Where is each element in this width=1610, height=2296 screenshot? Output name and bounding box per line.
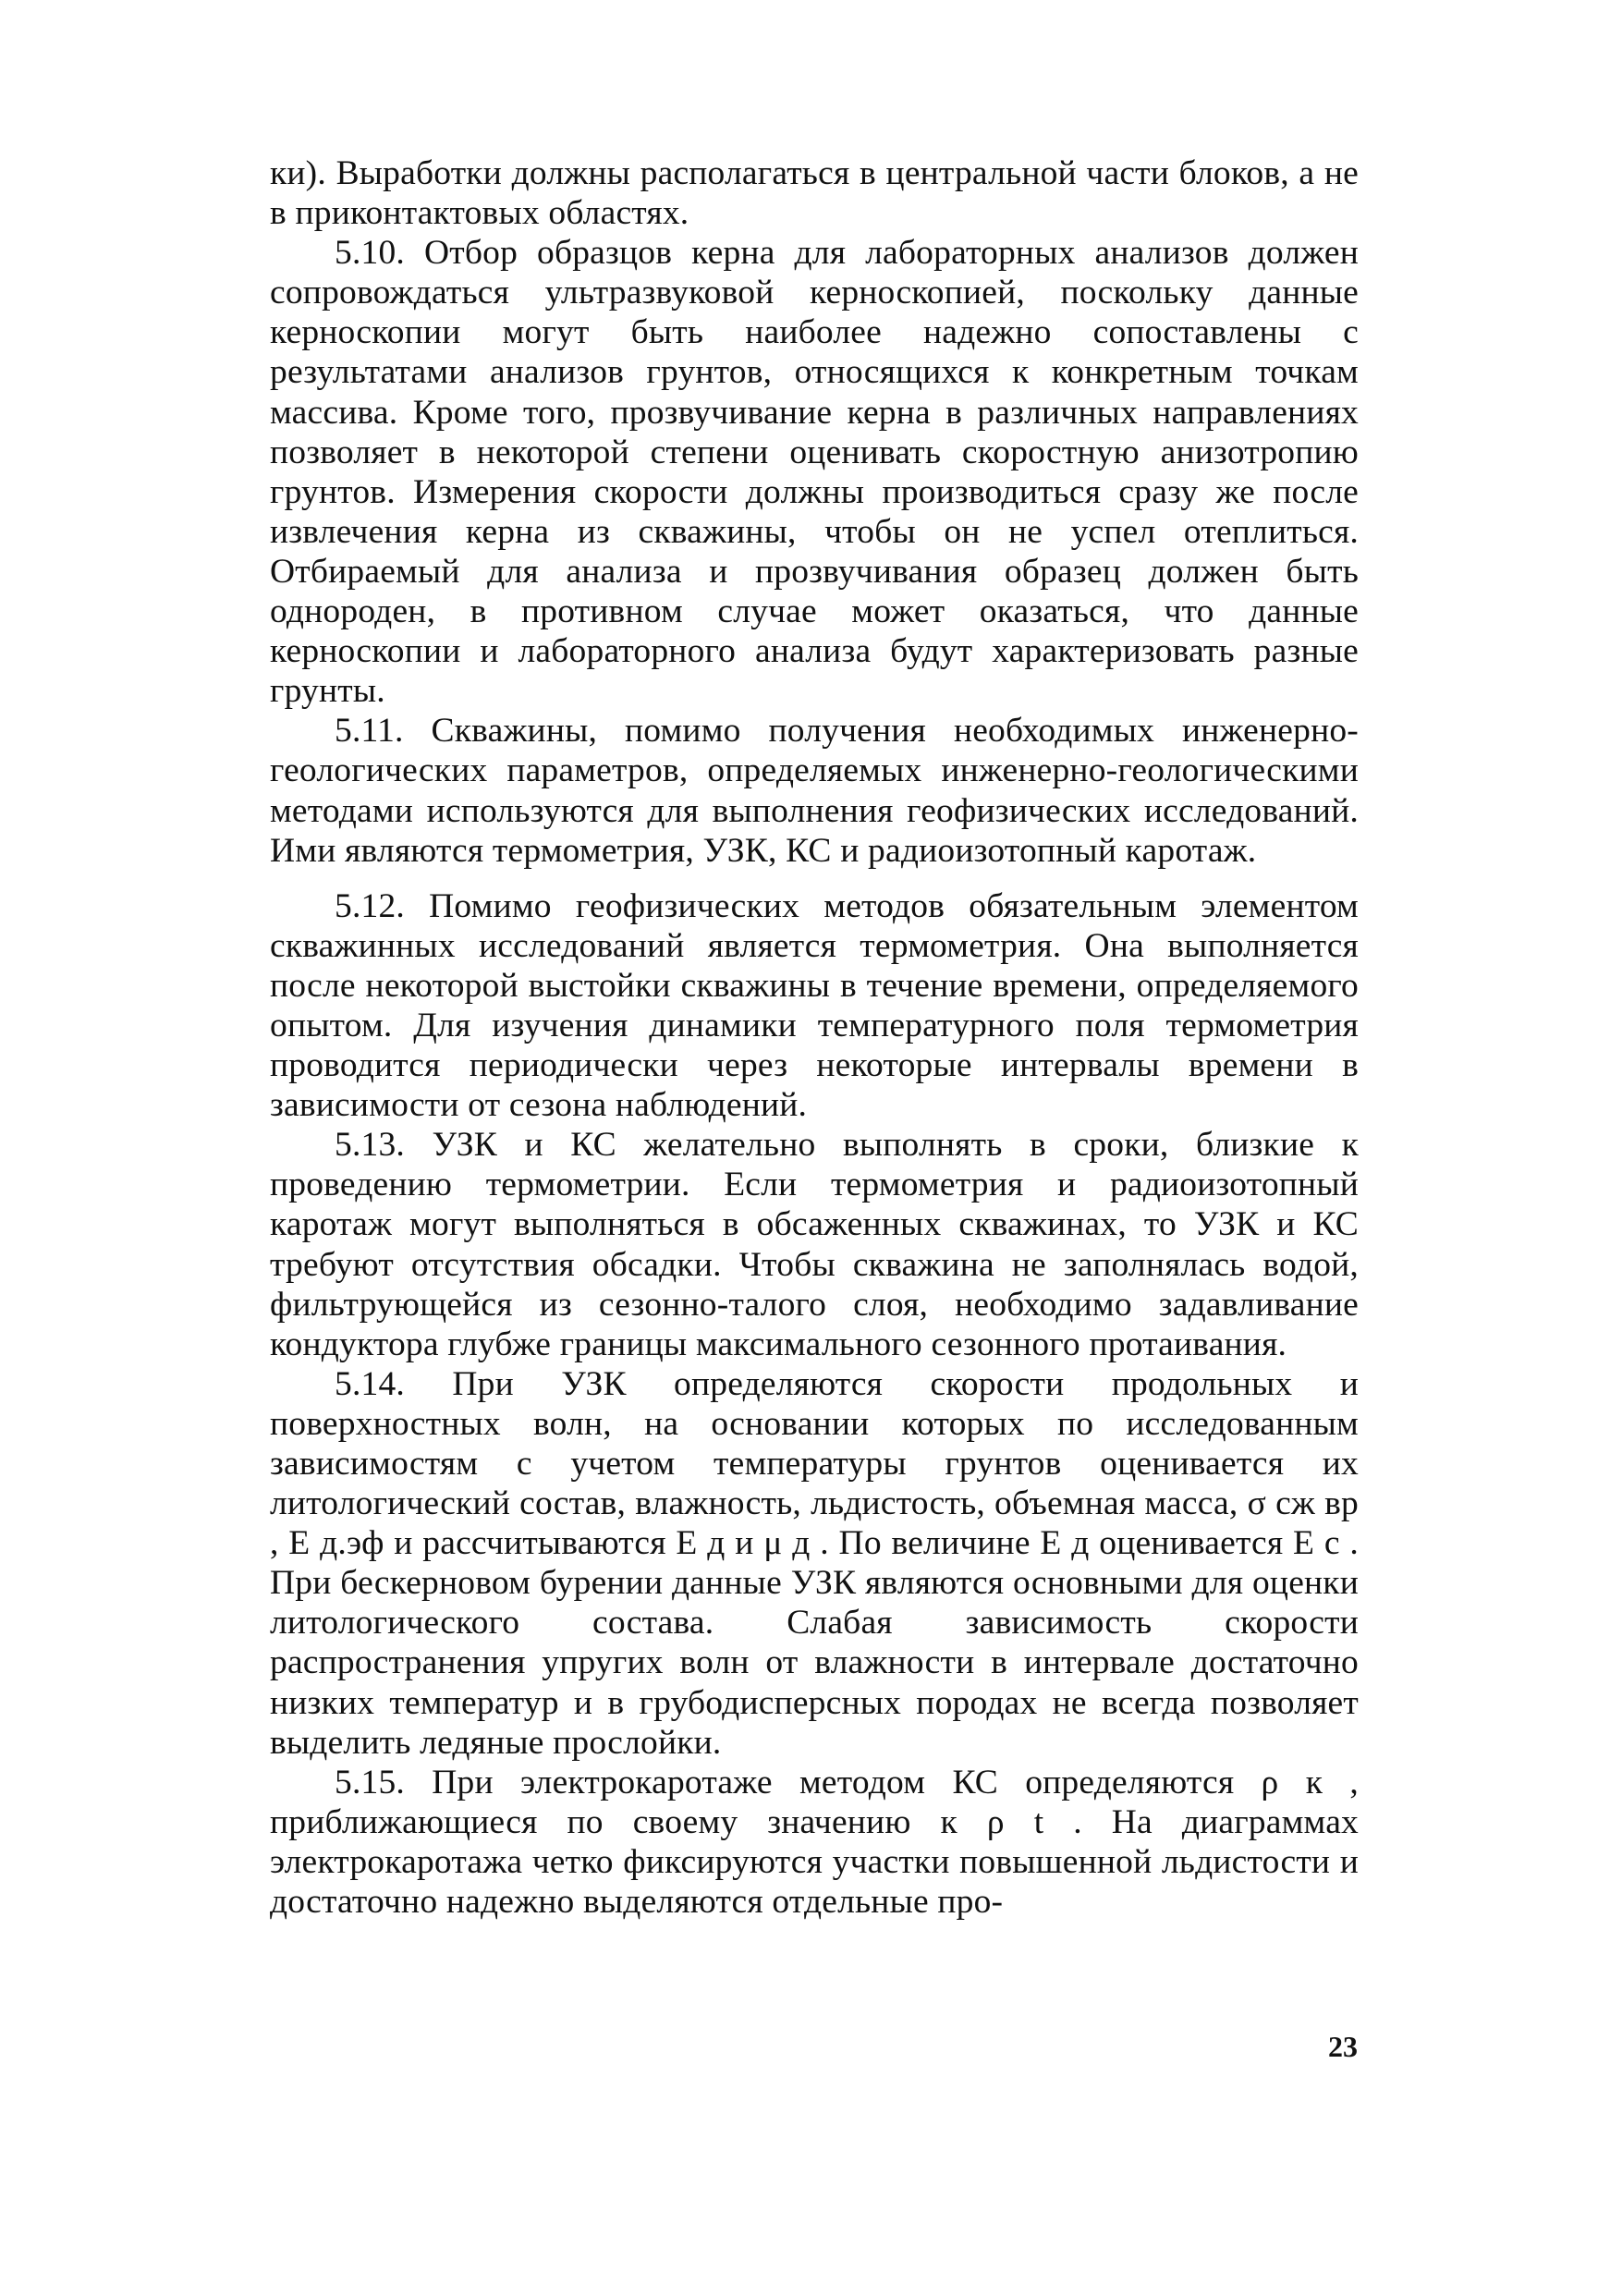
paragraph-5-13: 5.13. УЗК и КС желательно выполнять в сроки, близкие к проведению термометрии. Если термометрия и радиоизотопный каротаж могут выполняться в обсаженных скважинах, то УЗК и КС требуют отсутствия обсадки. Чтобы скважина не заполнялась водой, фильтрующейся из сезонно-талого слоя, необходимо задавливание кондуктора глубже границы максимального сезонного протаивания. [270,1126,1359,1363]
paragraph-5-11: 5.11. Скважины, помимо получения необходимых инженерно-геологических параметров, определяемых инженерно-геологическими методами используются для выполнения геофизических исследований. Ими являются термометрия, УЗК, КС и радиоизотопный каротаж. [270,712,1359,870]
paragraph-5-12: 5.12. Помимо геофизических методов обязательным элементом скважинных исследований является термометрия. Она выполняется после некоторой выстойки скважины в течение времени, определяемого опытом. Для изучения динамики температурного поля термометрия проводится периодически через некоторые интервалы времени в зависимости от сезона наблюдений. [270,886,1359,1125]
paragraph-5-14: 5.14. При УЗК определяются скорости продольных и поверхностных волн, на основании которых по исследованным зависимостям с учетом температуры грунтов оценивается их литологический состав, влажность, льдистость, объемная масса, σ сж вр , E д.эф и рассчитываются E д и μ д . По величине E д оценивается E с . При бескерновом бурении данные УЗК являются основными для оценки литологического состава. Слабая зависимость скорости распространения упругих волн от влажности в интервале достаточно низких температур и в грубодисперсных породах не всегда позволяет выделить ледяные прослойки. [270,1364,1359,1762]
body-text [270,153,1359,1922]
paragraph-5-15: 5.15. При электрокаротаже методом КС определяются ρ к , приближающиеся по своему значению к ρ t . На диаграммах электрокаротажа четко фиксируются участки повышенной льдистости и достаточно надежно выделяются отдельные про- [270,1763,1359,1922]
page-number: 23 [1328,2030,1358,2063]
paragraph-5-10: 5.10. Отбор образцов керна для лабораторных анализов должен сопровождаться ультразвуковой керноскопией, поскольку данные керноскопии могут быть наиболее надежно сопоставлены с результатами анализов грунтов, относящихся к конкретным точкам массива. Кроме того, прозвучивание керна в различных направлениях позволяет в некоторой степени оценивать скоростную анизотропию грунтов. Измерения скорости должны производиться сразу же после извлечения керна из скважины, чтобы он не успел отеплиться. Отбираемый для анализа и прозвучивания образец должен быть однороден, в противном случае может оказаться, что данные керноскопии и лабораторного анализа будут характеризовать разные грунты. [270,234,1359,711]
paragraph-continuation: ки). Выработки должны располагаться в центральной части блоков, а не в приконтактовых областях. [270,154,1359,233]
